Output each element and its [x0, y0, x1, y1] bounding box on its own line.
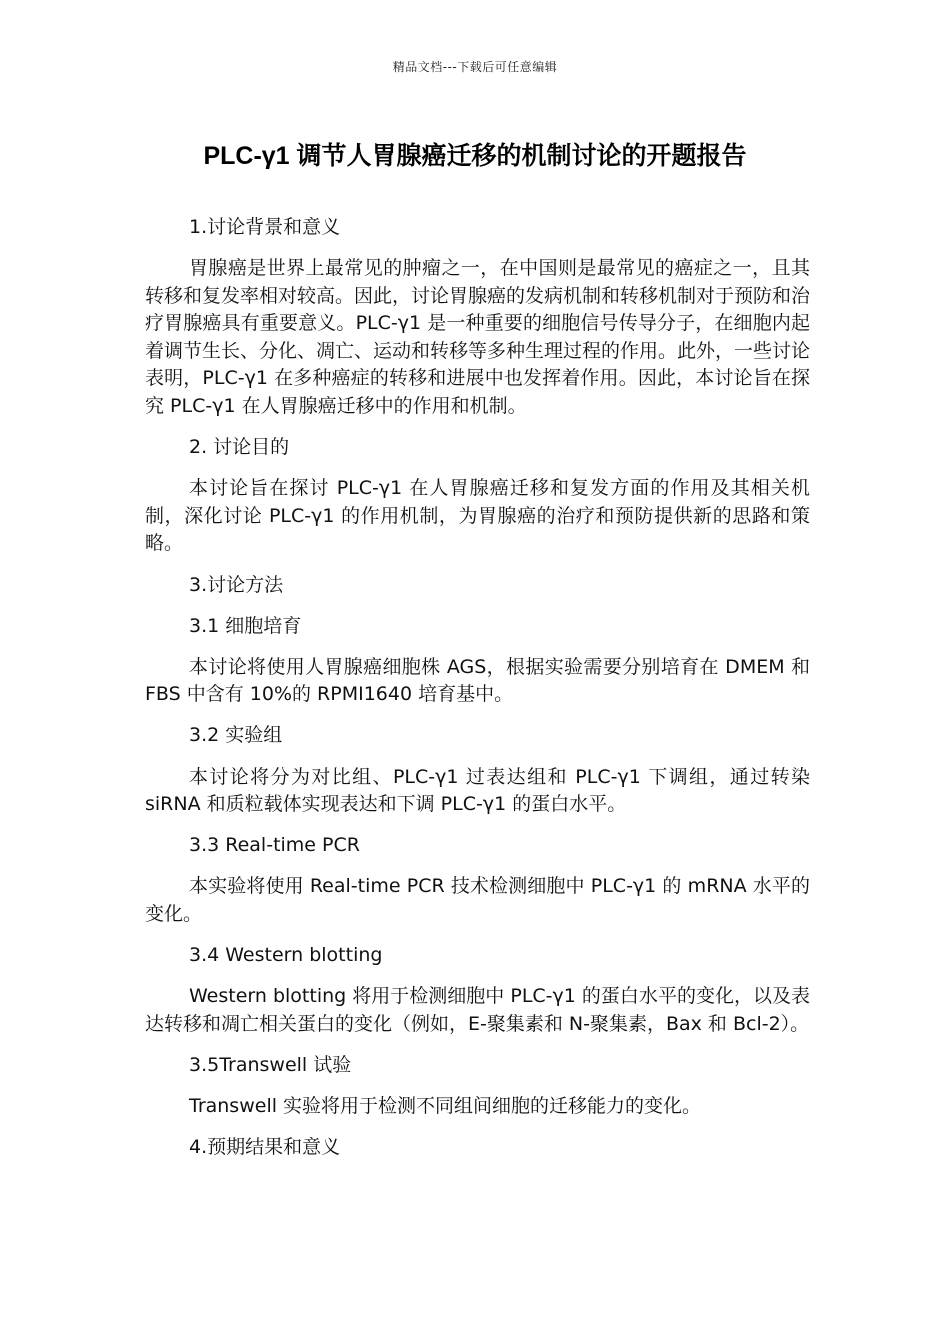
section-heading-3: 3.讨论方法	[189, 573, 284, 596]
section-paragraph-3-1: 本讨论将使用人胃腺癌细胞株 AGS，根据实验需要分别培育在 DMEM 和 FBS 中含有 10%的 RPMI1640 培育基中。	[145, 655, 810, 706]
section-paragraph-1: 胃腺癌是世界上最常见的肿瘤之一，在中国则是最常见的癌症之一，且其转移和复发率相对较高。因此，讨论胃腺癌的发病机制和转移机制对于预防和治疗胃腺癌具有重要意义。PLC-γ1 是一种重要的细胞信号传导分子，在细胞内起着调节生长、分化、凋亡、运动和转移等多种生理过程的作用。此外，一些讨论表明，PLC-γ1 在多种癌症的转移和进展中也发挥着作用。因此，本讨论旨在探究 PLC-γ1 在人胃腺癌迁移中的作用和机制。	[145, 257, 811, 418]
section-paragraph-3-5: Transwell 实验将用于检测不同组间细胞的迁移能力的变化。	[189, 1094, 702, 1117]
section-paragraph-3-2: 本讨论将分为对比组、PLC-γ1 过表达组和 PLC-γ1 下调组，通过转染 siRNA 和质粒载体实现表达和下调 PLC-γ1 的蛋白水平。	[145, 765, 810, 816]
header-note: 精品文档---下载后可任意编辑	[392, 60, 558, 74]
section-paragraph-3-3: 本实验将使用 Real-time PCR 技术检测细胞中 PLC-γ1 的 mRNA 水平的变化。	[145, 875, 810, 925]
section-paragraph-3-4: Western blotting 将用于检测细胞中 PLC-γ1 的蛋白水平的变化，以及表达转移和凋亡相关蛋白的变化（例如，E-聚集素和 N-聚集素，Bax 和 Bcl-2）。	[145, 985, 810, 1035]
section-heading-3-2: 3.2 实验组	[189, 724, 283, 747]
document-title: PLC-γ1 调节人胃腺癌迁移的机制讨论的开题报告	[203, 142, 747, 170]
section-heading-3-1: 3.1 细胞培育	[189, 614, 302, 637]
section-heading-3-3: 3.3 Real-time PCR	[189, 834, 360, 857]
section-heading-3-5: 3.5Transwell 试验	[189, 1053, 352, 1076]
section-paragraph-2: 本讨论旨在探讨 PLC-γ1 在人胃腺癌迁移和复发方面的作用及其相关机制，深化讨论 PLC-γ1 的作用机制，为胃腺癌的治疗和预防提供新的思路和策略。	[145, 477, 810, 555]
document-body	[145, 214, 810, 1175]
section-heading-4: 4.预期结果和意义	[189, 1135, 341, 1158]
section-heading-3-4: 3.4 Western blotting	[189, 943, 383, 966]
section-heading-1: 1.讨论背景和意义	[189, 216, 341, 238]
section-heading-2: 2. 讨论目的	[189, 436, 290, 459]
